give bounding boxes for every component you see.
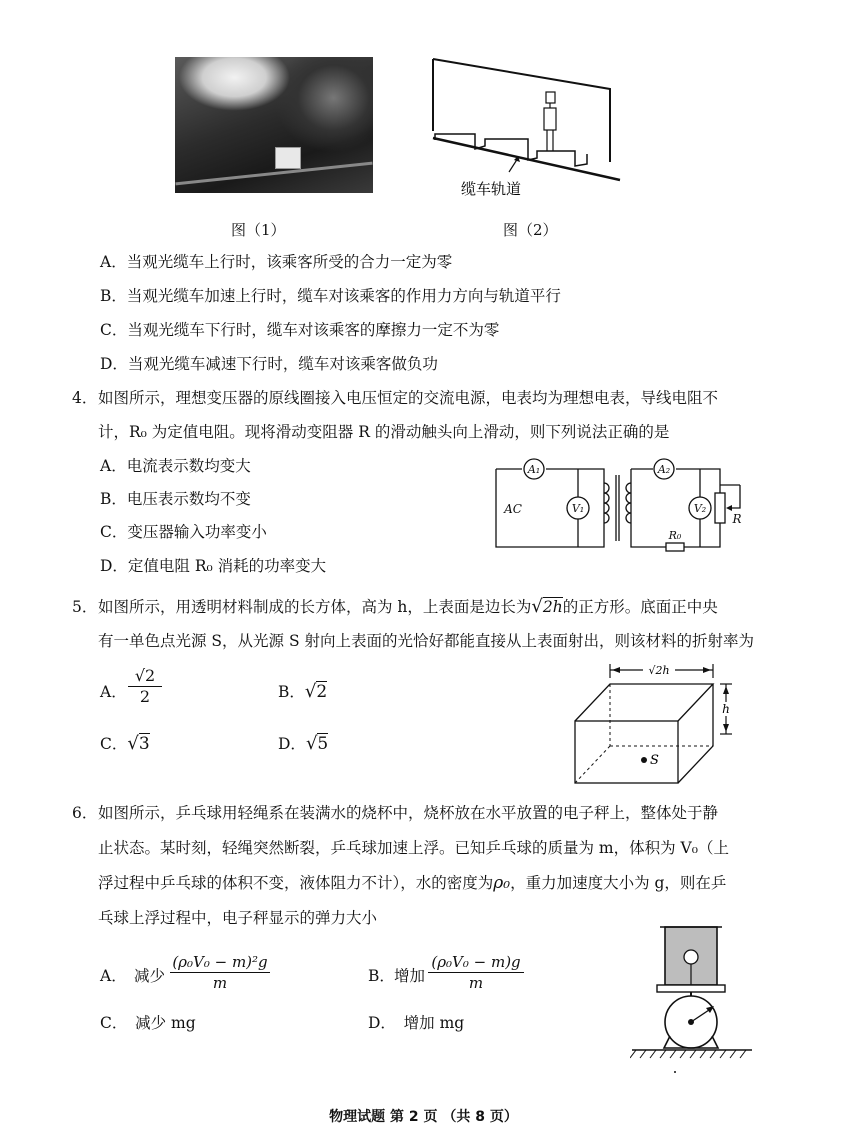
q4-option-d[interactable]: D．定值电阻 R₀ 消耗的功率变大 [100, 557, 327, 575]
page-footer: 物理试题 第 2 页 （共 8 页） [329, 1109, 518, 1125]
q5-option-a-fraction [128, 666, 162, 707]
q3-option-c[interactable]: C．当观光缆车下行时，缆车对该乘客的摩擦力一定不为零 [100, 321, 500, 339]
ping-pong-ball [684, 950, 698, 964]
q5-option-c-label: C． [100, 735, 128, 753]
transformer-circuit [488, 455, 753, 555]
q5-option-a-numerator: √2 [128, 666, 162, 687]
q6-option-a-word: 减少 [134, 967, 166, 985]
photo-rail [175, 162, 372, 186]
figure-2-caption: 图（2） [503, 221, 558, 239]
q6-option-b-word: 增加 [394, 967, 426, 985]
q5-option-a-label: A． [100, 683, 127, 701]
q6-option-a-fraction [170, 952, 270, 993]
cable-car-photo [175, 57, 373, 193]
q5-option-b-label: B． [278, 683, 305, 701]
q6-option-b-fraction [428, 952, 524, 993]
figure-1-caption: 图（1） [231, 221, 286, 239]
ammeter-a2-label: A₂ [657, 463, 671, 476]
track-label: 缆车轨道 [461, 180, 522, 198]
q5-option-b[interactable] [278, 682, 327, 702]
q5-option-b-sqrt: √ [304, 681, 317, 702]
cable-car-diagram [425, 56, 625, 206]
height-label: h [722, 702, 730, 716]
q5-option-c-sqrt: √ [127, 733, 139, 754]
q5-stem-part-a: 如图所示，用透明材料制成的长方体，高为 h，上表面是边长为 [98, 598, 532, 616]
q6-option-a-numerator: (ρ₀V₀ − m)²g [170, 952, 270, 973]
q4-stem-line-1: 如图所示，理想变压器的原线圈接入电压恒定的交流电源，电表均为理想电表，导线电阻不 [98, 389, 719, 407]
ac-source-label: AC [504, 502, 522, 516]
voltmeter-v1-label: V₁ [571, 502, 585, 515]
passenger-figure [544, 92, 556, 151]
q6-option-c[interactable]: C． 减少 mg [100, 1014, 196, 1032]
q3-option-d[interactable]: D．当观光缆车减速下行时，缆车对该乘客做负功 [100, 355, 438, 373]
q6-stem-line-2: 止状态。某时刻，轻绳突然断裂，乒乓球加速上浮。已知乒乓球的质量为 m，体积为 V₀（上 [98, 839, 729, 857]
q6-option-d[interactable]: D． 增加 mg [368, 1014, 465, 1032]
scale-beaker-diagram [630, 922, 755, 1087]
q5-number: 5． [72, 598, 98, 616]
width-label: √2h [648, 664, 670, 677]
q5-option-d-value: 5 [317, 734, 329, 754]
q6-stem-line-3 [98, 873, 726, 893]
q5-stem-line-2: 有一单色点光源 S，从光源 S 射向上表面的光恰好都能直接从上表面射出，则该材料的折射率为 [98, 632, 755, 650]
q5-option-a-denominator: 2 [139, 687, 151, 706]
ammeter-a1-label: A₁ [527, 463, 541, 476]
q6-stem-part-b: ，重力加速度大小为 g，则在乒 [510, 874, 727, 892]
q4-option-a[interactable]: A．电流表示数均变大 [100, 457, 251, 475]
r-label: R [732, 512, 742, 526]
q5-stem-line-1 [98, 597, 718, 617]
voltmeter-v2-label: V₂ [693, 502, 707, 515]
photo-cable-car [275, 147, 301, 169]
q5-option-b-value: 2 [316, 682, 328, 702]
q4-stem-line-2: 计，R₀ 为定值电阻。现将滑动变阻器 R 的滑动触头向上滑动，则下列说法正确的是 [98, 423, 670, 441]
q6-stem-line-1: 如图所示，乒乓球用轻绳系在装满水的烧杯中，烧杯放在水平放置的电子秤上，整体处于静 [98, 804, 719, 822]
q5-option-d[interactable] [278, 734, 328, 754]
q4-option-c[interactable]: C．变压器输入功率变小 [100, 523, 267, 541]
q6-rho: ρ₀ [493, 873, 511, 893]
light-source-dot [641, 757, 647, 763]
q6-option-b-numerator: (ρ₀V₀ − m)g [428, 952, 524, 973]
q3-option-a[interactable]: A．当观光缆车上行时，该乘客所受的合力一定为零 [100, 253, 453, 271]
q4-option-b[interactable]: B．电压表示数均不变 [100, 490, 251, 508]
q6-option-a-label: A． [100, 967, 127, 985]
q5-option-c[interactable] [100, 734, 150, 754]
q5-stem-part-b: 的正方形。底面正中央 [562, 598, 718, 616]
source-label: S [650, 753, 659, 768]
q6-stem-line-4: 乓球上浮过程中，电子秤显示的弹力大小 [98, 909, 378, 927]
q3-option-b[interactable]: B．当观光缆车加速上行时，缆车对该乘客的作用力方向与轨道平行 [100, 287, 561, 305]
q6-option-a-denominator: m [212, 974, 228, 992]
q5-option-d-label: D． [278, 735, 306, 753]
cuboid-diagram [570, 658, 740, 788]
q6-option-b-denominator: m [468, 974, 484, 992]
q6-number: 6． [72, 804, 98, 822]
q4-number: 4． [72, 389, 98, 407]
q5-sqrt-symbol: √ [531, 596, 543, 617]
q6-option-b-label: B． [368, 967, 395, 985]
q6-stem-part-a: 浮过程中乒乓球的体积不变，液体阻力不计），水的密度为 [98, 874, 494, 892]
q5-option-c-value: 3 [138, 734, 150, 754]
r0-label: R₀ [668, 529, 682, 542]
q5-sqrt-value: 2h [542, 598, 563, 616]
q5-option-d-sqrt: √ [305, 733, 318, 754]
